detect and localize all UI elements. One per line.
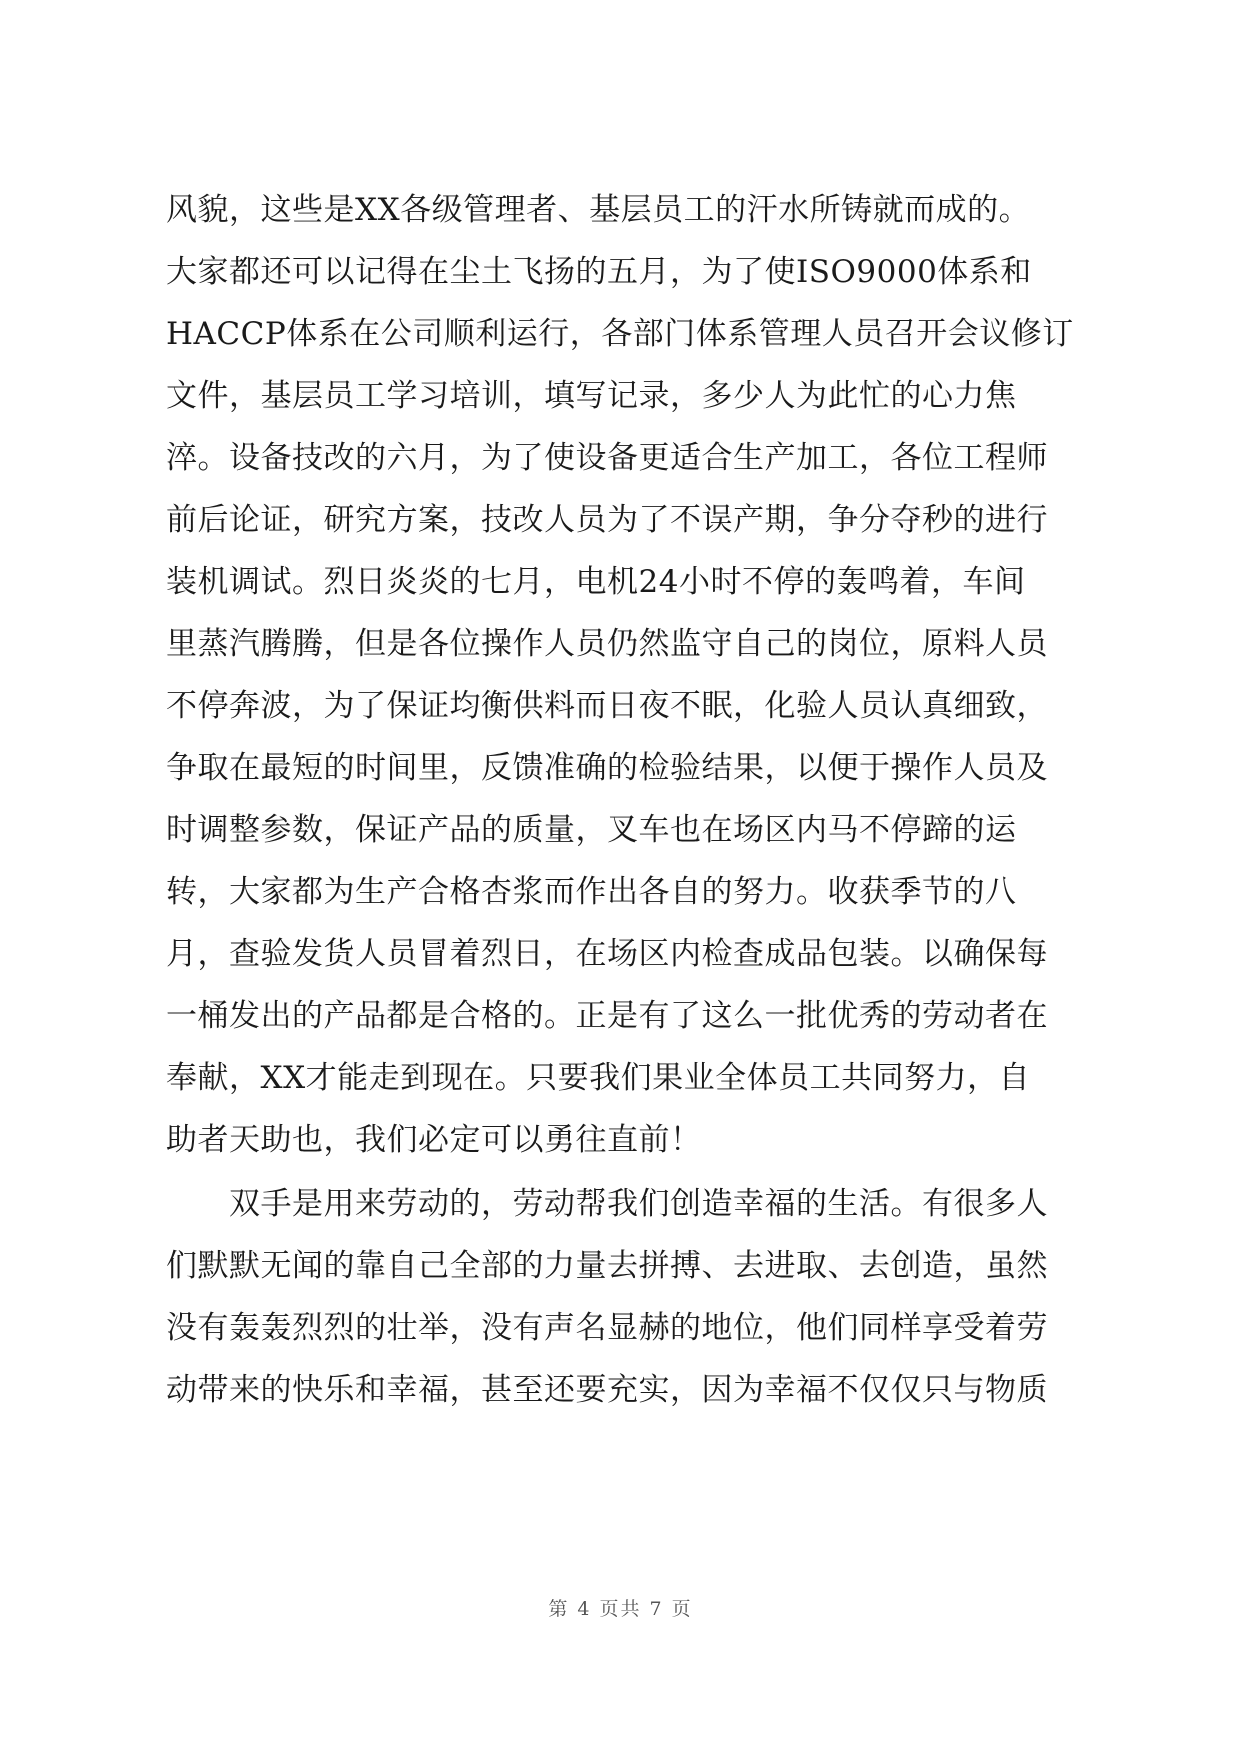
text-line: 争取在最短的时间里，反馈准确的检验结果，以便于操作人员及	[166, 750, 1048, 786]
text-line: 们默默无闻的靠自己全部的力量去拼搏、去进取、去创造，虽然	[166, 1248, 1048, 1284]
text-line: 助者天助也，我们必定可以勇往直前！	[166, 1122, 702, 1158]
text-line: 月，查验发货人员冒着烈日，在场区内检查成品包装。以确保每	[166, 936, 1048, 972]
text-line: 风貌，这些是XX各级管理者、基层员工的汗水所铸就而成的。	[166, 192, 1031, 228]
text-line: 奉献，XX才能走到现在。只要我们果业全体员工共同努力，自	[166, 1060, 1031, 1096]
text-line: 时调整参数，保证产品的质量，叉车也在场区内马不停蹄的运	[166, 812, 1017, 848]
text-line: 不停奔波，为了保证均衡供料而日夜不眠，化验人员认真细致，	[166, 688, 1048, 724]
text-line: 动带来的快乐和幸福，甚至还要充实，因为幸福不仅仅只与物质	[166, 1372, 1048, 1408]
text-line: 淬。设备技改的六月，为了使设备更适合生产加工，各位工程师	[166, 440, 1048, 476]
text-line: 大家都还可以记得在尘土飞扬的五月，为了使ISO9000体系和	[166, 254, 1032, 290]
text-line: 双手是用来劳动的，劳动帮我们创造幸福的生活。有很多人	[166, 1186, 1048, 1222]
text-line: 装机调试。烈日炎炎的七月，电机24小时不停的轰鸣着，车间	[166, 564, 1026, 600]
text-line: 一桶发出的产品都是合格的。正是有了这么一批优秀的劳动者在	[166, 998, 1048, 1034]
text-line: 文件，基层员工学习培训，填写记录，多少人为此忙的心力焦	[166, 378, 1017, 414]
text-line: HACCP体系在公司顺利运行，各部门体系管理人员召开会议修订	[166, 316, 1074, 352]
page-number-footer: 第 4 页共 7 页	[548, 1598, 693, 1620]
text-line: 转，大家都为生产合格杏浆而作出各自的努力。收获季节的八	[166, 874, 1017, 910]
text-line: 前后论证，研究方案，技改人员为了不误产期，争分夺秒的进行	[166, 502, 1048, 538]
text-line: 没有轰轰烈烈的壮举，没有声名显赫的地位，他们同样享受着劳	[166, 1310, 1048, 1346]
text-line: 里蒸汽腾腾，但是各位操作人员仍然监守自己的岗位，原料人员	[166, 626, 1048, 662]
